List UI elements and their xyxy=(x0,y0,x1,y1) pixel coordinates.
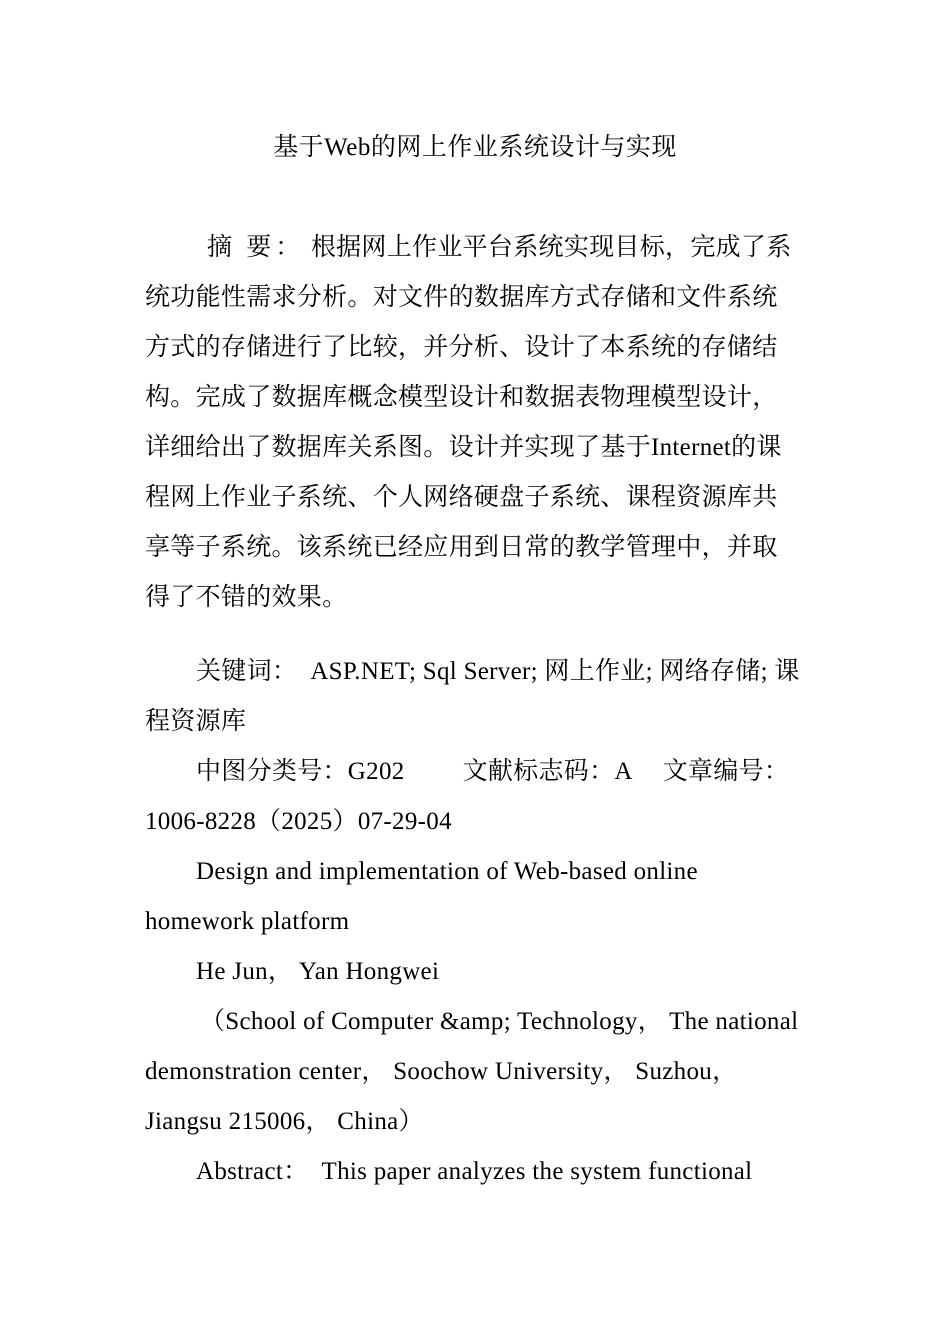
document-code: 文献标志码：A xyxy=(462,758,633,785)
keywords-text: ASP.NET; Sql Server; 网上作业; 网络存储; 课 xyxy=(310,658,800,685)
keywords-label: 关键词： xyxy=(196,658,298,685)
abstract-en-label: Abstract： xyxy=(196,1158,309,1185)
abstract-cn-line: 统功能性需求分析。对文件的数据库方式存储和文件系统 xyxy=(145,284,778,311)
abstract-cn-line: 方式的存储进行了比较，并分析、设计了本系统的存储结 xyxy=(145,334,778,361)
english-title-line1: Design and implementation of Web-based online xyxy=(196,858,698,885)
abstract-cn-line: 详细给出了数据库关系图。设计并实现了基于Internet的课 xyxy=(145,434,782,461)
abstract-en-line xyxy=(196,1154,856,1190)
affiliation-line1: （School of Computer &amp; Technology， The national xyxy=(200,1008,799,1035)
document-title: 基于Web的网上作业系统设计与实现 xyxy=(273,134,677,161)
keywords-line xyxy=(196,654,856,690)
english-title-line2: homework platform xyxy=(145,908,350,935)
authors: He Jun， Yan Hongwei xyxy=(196,958,440,985)
abstract-cn-line: 根据网上作业平台系统实现目标，完成了系 xyxy=(310,234,792,261)
classification-line xyxy=(196,754,856,790)
abstract-cn-line: 享等子系统。该系统已经应用到日常的教学管理中，并取 xyxy=(145,534,778,561)
article-number-label: 文章编号： xyxy=(662,758,790,785)
article-number: 1006-8228（2025）07-29-04 xyxy=(145,808,452,835)
keywords-continuation: 程资源库 xyxy=(145,708,247,735)
affiliation-line3: Jiangsu 215006， China） xyxy=(145,1108,424,1135)
abstract-cn-line: 构。完成了数据库概念模型设计和数据表物理模型设计， xyxy=(145,384,778,411)
abstract-cn-line: 得了不错的效果。 xyxy=(145,584,348,611)
abstract-cn-first-line xyxy=(207,230,867,266)
abstract-cn-label: 摘 要： xyxy=(207,234,305,261)
clc-number: 中图分类号：G202 xyxy=(196,758,405,785)
abstract-en-text: This paper analyzes the system functional xyxy=(321,1158,753,1185)
affiliation-line2: demonstration center， Soochow University， Suzhou， xyxy=(145,1058,738,1085)
abstract-cn-line: 程网上作业子系统、个人网络硬盘子系统、课程资源库共 xyxy=(145,484,778,511)
